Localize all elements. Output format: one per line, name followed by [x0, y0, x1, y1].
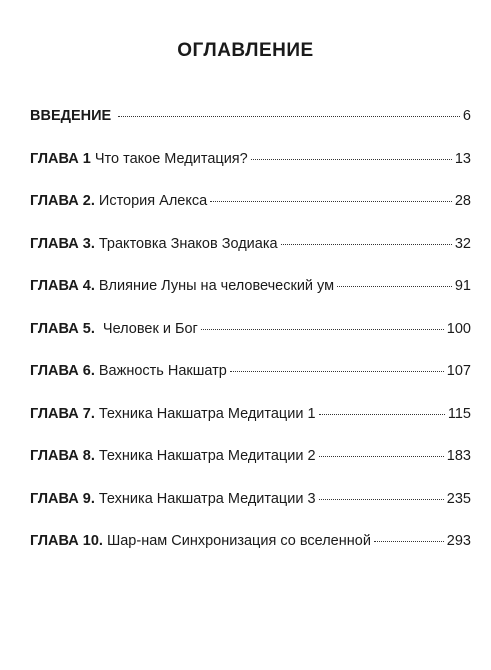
toc-entry-chapter-4 — [30, 278, 471, 321]
toc-entry-label: ГЛАВА 5. — [30, 320, 95, 337]
toc-entry-title: Техника Накшатра Медитации 1 — [98, 405, 316, 422]
toc-entry-title: Техника Накшатра Медитации 3 — [98, 490, 316, 507]
toc-entry-title: Важность Накшатр — [98, 363, 227, 379]
toc-entry-chapter-5 — [30, 321, 471, 364]
toc-entry-introduction — [30, 108, 471, 151]
toc-leader-dots — [118, 116, 460, 117]
toc-title: ОГЛАВЛЕНИЕ — [177, 40, 314, 61]
toc-leader-dots — [281, 244, 452, 245]
toc-entry-page: 115 — [447, 405, 471, 422]
toc-entry-page: 183 — [446, 448, 471, 464]
toc-leader-dots — [319, 456, 444, 457]
toc-entry-title: Техника Накшатра Медитации 2 — [98, 448, 316, 464]
toc-list — [30, 108, 471, 576]
toc-entry-chapter-3 — [30, 236, 471, 279]
toc-entry-label: ГЛАВА 8. — [30, 448, 95, 464]
toc-entry-label: ГЛАВА 7. — [30, 405, 95, 422]
toc-entry-separator — [111, 108, 115, 124]
toc-entry-label: ГЛАВА 4. — [30, 278, 95, 294]
toc-entry-label: ГЛАВА 3. — [30, 235, 95, 252]
toc-entry-page: 91 — [454, 278, 471, 294]
toc-entry-label: ГЛАВА 9. — [30, 490, 95, 507]
toc-entry-title: Влияние Луны на человеческий ум — [98, 278, 335, 294]
toc-entry-page: 6 — [462, 108, 471, 124]
toc-entry-chapter-2 — [30, 193, 471, 236]
toc-entry-chapter-1 — [30, 151, 471, 194]
toc-entry-chapter-7 — [30, 406, 471, 449]
toc-entry-title: Что такое Медитация? — [94, 150, 248, 167]
toc-entry-label: ГЛАВА 10. — [30, 533, 103, 549]
toc-entry-title: История Алекса — [98, 193, 208, 209]
toc-entry-title: Человек и Бог — [102, 320, 198, 337]
toc-entry-page: 32 — [454, 235, 471, 252]
toc-entry-title: Трактовка Знаков Зодиака — [98, 235, 278, 252]
toc-leader-dots — [210, 201, 452, 202]
toc-entry-label: ГЛАВА 1 — [30, 150, 91, 167]
toc-leader-dots — [374, 541, 444, 542]
toc-entry-page: 235 — [446, 490, 471, 507]
toc-entry-chapter-9 — [30, 491, 471, 534]
toc-entry-label: ГЛАВА 6. — [30, 363, 95, 379]
toc-entry-page: 107 — [446, 363, 471, 379]
toc-entry-label: ГЛАВА 2. — [30, 193, 95, 209]
toc-entry-label: ВВЕДЕНИЕ — [30, 108, 112, 124]
toc-leader-dots — [319, 414, 445, 415]
toc-leader-dots — [230, 371, 444, 372]
toc-entry-chapter-6 — [30, 363, 471, 406]
toc-entry-page: 28 — [454, 193, 471, 209]
toc-leader-dots — [319, 499, 444, 500]
toc-entry-chapter-10 — [30, 533, 471, 576]
toc-leader-dots — [337, 286, 452, 287]
toc-leader-dots — [201, 329, 444, 330]
toc-leader-dots — [251, 159, 452, 160]
toc-entry-separator — [95, 321, 103, 337]
toc-entry-page: 293 — [446, 533, 471, 549]
toc-entry-page: 13 — [454, 150, 471, 167]
toc-entry-page: 100 — [446, 320, 471, 337]
toc-entry-chapter-8 — [30, 448, 471, 491]
toc-entry-title: Шар-нам Синхронизация со вселенной — [106, 533, 371, 549]
